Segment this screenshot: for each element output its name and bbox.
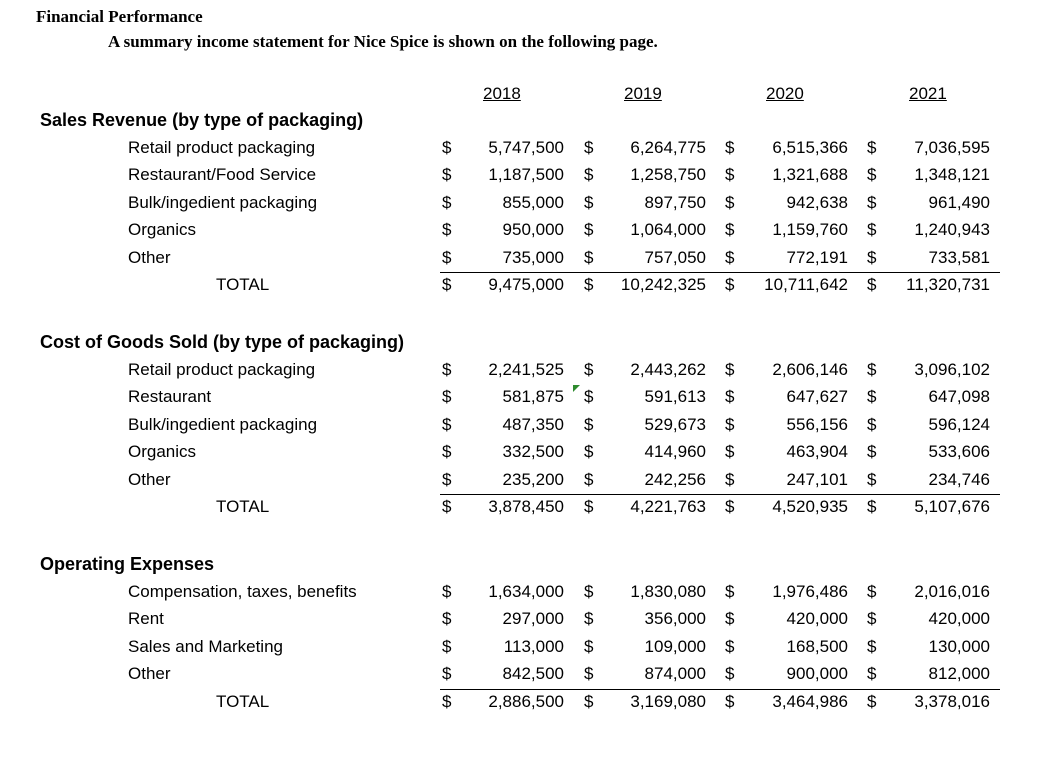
cell-value-2018: 332,500: [502, 442, 564, 462]
currency-symbol: $: [584, 442, 594, 462]
cell-value-2019: 6,264,775: [630, 138, 706, 157]
currency-symbol: $: [584, 636, 594, 656]
currency-symbol: $: [442, 497, 452, 516]
currency-symbol: $: [584, 247, 594, 267]
currency-symbol: $: [725, 469, 735, 489]
cell-value-2019: 109,000: [644, 636, 706, 656]
cell-value-2019: 1,830,080: [630, 582, 706, 601]
cell-value-2021: 596,124: [928, 414, 990, 434]
currency-symbol: $: [584, 220, 594, 240]
currency-symbol: $: [584, 360, 594, 379]
table-row: [0, 193, 1050, 220]
cell-value-2018: 581,875: [502, 387, 564, 407]
currency-symbol: $: [584, 609, 594, 629]
currency-symbol: $: [867, 165, 877, 185]
cell-value-2019: 10,242,325: [620, 275, 706, 294]
currency-symbol: $: [867, 691, 877, 711]
cell-value-2020: 942,638: [786, 192, 848, 212]
comment-indicator: [573, 385, 580, 392]
currency-symbol: $: [442, 469, 452, 489]
table-row: [0, 387, 1050, 414]
currency-symbol: $: [442, 387, 452, 407]
year-header-2021: 2021: [909, 84, 947, 103]
table-row: [0, 165, 1050, 192]
currency-symbol: $: [442, 691, 452, 711]
currency-symbol: $: [584, 469, 594, 489]
currency-symbol: $: [584, 691, 594, 711]
currency-symbol: $: [584, 414, 594, 434]
currency-symbol: $: [867, 582, 877, 601]
row-label: Sales and Marketing: [128, 636, 283, 656]
table-row: [0, 442, 1050, 469]
total-rule: [440, 689, 1000, 690]
currency-symbol: $: [725, 247, 735, 267]
total-label: TOTAL: [216, 275, 270, 294]
cell-value-2020: 463,904: [786, 442, 848, 462]
currency-symbol: $: [867, 192, 877, 212]
row-label: Other: [128, 664, 171, 684]
cell-value-2019: 874,000: [644, 664, 706, 684]
cell-value-2018: 842,500: [502, 664, 564, 684]
table-row: [0, 138, 1050, 165]
currency-symbol: $: [725, 691, 735, 711]
total-row: [0, 692, 1050, 719]
currency-symbol: $: [867, 609, 877, 629]
currency-symbol: $: [725, 220, 735, 240]
doc-title: Financial Performance: [36, 7, 203, 26]
table-row: [0, 664, 1050, 691]
cell-value-2018: 5,747,500: [488, 138, 564, 157]
currency-symbol: $: [867, 247, 877, 267]
currency-symbol: $: [442, 609, 452, 629]
cell-value-2021: 420,000: [928, 609, 990, 629]
cell-value-2021: 1,240,943: [914, 220, 990, 240]
cell-value-2020: 2,606,146: [772, 360, 848, 379]
cell-value-2021: 7,036,595: [914, 138, 990, 157]
currency-symbol: $: [725, 442, 735, 462]
cell-value-2021: 961,490: [928, 192, 990, 212]
total-row: [0, 275, 1050, 302]
cell-value-2020: 1,976,486: [772, 582, 848, 601]
cell-value-2018: 297,000: [502, 609, 564, 629]
row-label: Retail product packaging: [128, 138, 316, 157]
currency-symbol: $: [584, 497, 594, 516]
cell-value-2019: 1,258,750: [630, 165, 706, 185]
currency-symbol: $: [442, 192, 452, 212]
currency-symbol: $: [442, 582, 452, 601]
cell-value-2019: 4,221,763: [630, 497, 706, 516]
table-row: [0, 609, 1050, 636]
currency-symbol: $: [867, 387, 877, 407]
cell-value-2021: 812,000: [928, 664, 990, 684]
cell-value-2021: 3,096,102: [914, 360, 990, 379]
currency-symbol: $: [867, 275, 877, 294]
row-label: Rent: [128, 609, 164, 629]
cell-value-2021: 1,348,121: [914, 165, 990, 185]
currency-symbol: $: [725, 497, 735, 516]
section-title: Operating Expenses: [40, 554, 215, 574]
currency-symbol: $: [725, 414, 735, 434]
year-header-2019: 2019: [624, 84, 662, 103]
cell-value-2019: 897,750: [644, 192, 706, 212]
section-title: Cost of Goods Sold (by type of packaging): [40, 332, 405, 352]
cell-value-2018: 235,200: [502, 469, 564, 489]
currency-symbol: $: [442, 442, 452, 462]
row-label: Organics: [128, 220, 197, 240]
cell-value-2018: 9,475,000: [488, 275, 564, 294]
cell-value-2020: 10,711,642: [764, 275, 848, 294]
cell-value-2019: 529,673: [644, 414, 706, 434]
cell-value-2020: 772,191: [786, 247, 848, 267]
row-label: Organics: [128, 442, 197, 462]
row-label: Compensation, taxes, benefits: [128, 582, 357, 601]
cell-value-2018: 1,187,500: [488, 165, 564, 185]
currency-symbol: $: [442, 165, 452, 185]
cell-value-2018: 3,878,450: [488, 497, 564, 516]
cell-value-2020: 1,159,760: [772, 220, 848, 240]
table-row: [0, 415, 1050, 442]
cell-value-2018: 735,000: [502, 247, 564, 267]
currency-symbol: $: [867, 442, 877, 462]
cell-value-2019: 242,256: [644, 469, 706, 489]
currency-symbol: $: [725, 636, 735, 656]
section-title: Sales Revenue (by type of packaging): [40, 110, 364, 130]
cell-value-2020: 1,321,688: [772, 165, 848, 185]
cell-value-2020: 556,156: [786, 414, 848, 434]
cell-value-2020: 6,515,366: [772, 138, 848, 157]
currency-symbol: $: [867, 220, 877, 240]
cell-value-2019: 591,613: [644, 387, 706, 407]
currency-symbol: $: [867, 138, 877, 157]
cell-value-2020: 4,520,935: [772, 497, 848, 516]
currency-symbol: $: [867, 664, 877, 684]
cell-value-2021: 234,746: [928, 469, 990, 489]
table-row: [0, 248, 1050, 275]
cell-value-2020: 420,000: [786, 609, 848, 629]
currency-symbol: $: [725, 138, 735, 157]
row-label: Other: [128, 469, 171, 489]
currency-symbol: $: [725, 582, 735, 601]
cell-value-2019: 414,960: [644, 442, 706, 462]
total-label: TOTAL: [216, 691, 270, 711]
cell-value-2018: 2,241,525: [488, 360, 564, 379]
currency-symbol: $: [442, 664, 452, 684]
total-rule: [440, 272, 1000, 273]
cell-value-2021: 733,581: [928, 247, 990, 267]
cell-value-2020: 900,000: [786, 664, 848, 684]
currency-symbol: $: [725, 387, 735, 407]
currency-symbol: $: [442, 247, 452, 267]
currency-symbol: $: [867, 360, 877, 379]
year-header-2018: 2018: [483, 84, 521, 103]
cell-value-2018: 113,000: [503, 636, 564, 656]
cell-value-2021: 130,000: [928, 636, 990, 656]
currency-symbol: $: [725, 664, 735, 684]
row-label: Retail product packaging: [128, 360, 316, 379]
currency-symbol: $: [442, 414, 452, 434]
currency-symbol: $: [867, 469, 877, 489]
currency-symbol: $: [867, 636, 877, 656]
currency-symbol: $: [867, 497, 877, 516]
currency-symbol: $: [442, 360, 452, 379]
currency-symbol: $: [725, 192, 735, 212]
cell-value-2021: 647,098: [928, 387, 990, 407]
cell-value-2021: 5,107,676: [914, 497, 990, 516]
currency-symbol: $: [584, 664, 594, 684]
cell-value-2021: 11,320,731: [906, 275, 990, 294]
currency-symbol: $: [725, 165, 735, 185]
currency-symbol: $: [442, 636, 452, 656]
table-row: [0, 470, 1050, 497]
total-row: [0, 497, 1050, 524]
currency-symbol: $: [442, 275, 452, 294]
row-label: Bulk/ingedient packaging: [128, 192, 318, 212]
cell-value-2018: 1,634,000: [488, 582, 564, 601]
currency-symbol: $: [725, 609, 735, 629]
cell-value-2018: 2,886,500: [488, 691, 564, 711]
cell-value-2020: 247,101: [786, 469, 848, 489]
table-row: [0, 582, 1050, 609]
row-label: Bulk/ingedient packaging: [128, 414, 318, 434]
cell-value-2021: 533,606: [928, 442, 990, 462]
currency-symbol: $: [867, 414, 877, 434]
currency-symbol: $: [584, 275, 594, 294]
cell-value-2020: 168,500: [786, 636, 848, 656]
doc-subtitle: A summary income statement for Nice Spice is shown on the following page.: [108, 32, 658, 51]
row-label: Restaurant/Food Service: [128, 165, 317, 185]
cell-value-2019: 356,000: [644, 609, 706, 629]
cell-value-2019: 1,064,000: [630, 220, 706, 240]
cell-value-2018: 855,000: [502, 192, 564, 212]
cell-value-2018: 950,000: [502, 220, 564, 240]
year-header-2020: 2020: [766, 84, 804, 103]
currency-symbol: $: [442, 138, 452, 157]
total-label: TOTAL: [216, 497, 270, 516]
total-rule: [440, 494, 1000, 495]
cell-value-2019: 2,443,262: [630, 360, 706, 379]
currency-symbol: $: [725, 360, 735, 379]
currency-symbol: $: [584, 165, 594, 185]
cell-value-2020: 3,464,986: [772, 691, 848, 711]
currency-symbol: $: [584, 582, 594, 601]
currency-symbol: $: [584, 138, 594, 157]
row-label: Restaurant: [128, 387, 212, 407]
table-row: [0, 220, 1050, 247]
currency-symbol: $: [584, 192, 594, 212]
cell-value-2021: 2,016,016: [914, 582, 990, 601]
cell-value-2018: 487,350: [502, 414, 564, 434]
currency-symbol: $: [442, 220, 452, 240]
cell-value-2019: 757,050: [644, 247, 706, 267]
row-label: Other: [128, 247, 171, 267]
cell-value-2020: 647,627: [786, 387, 848, 407]
currency-symbol: $: [725, 275, 735, 294]
table-row: [0, 360, 1050, 387]
cell-value-2021: 3,378,016: [914, 691, 990, 711]
cell-value-2019: 3,169,080: [630, 691, 706, 711]
currency-symbol: $: [584, 387, 594, 407]
table-row: [0, 637, 1050, 664]
